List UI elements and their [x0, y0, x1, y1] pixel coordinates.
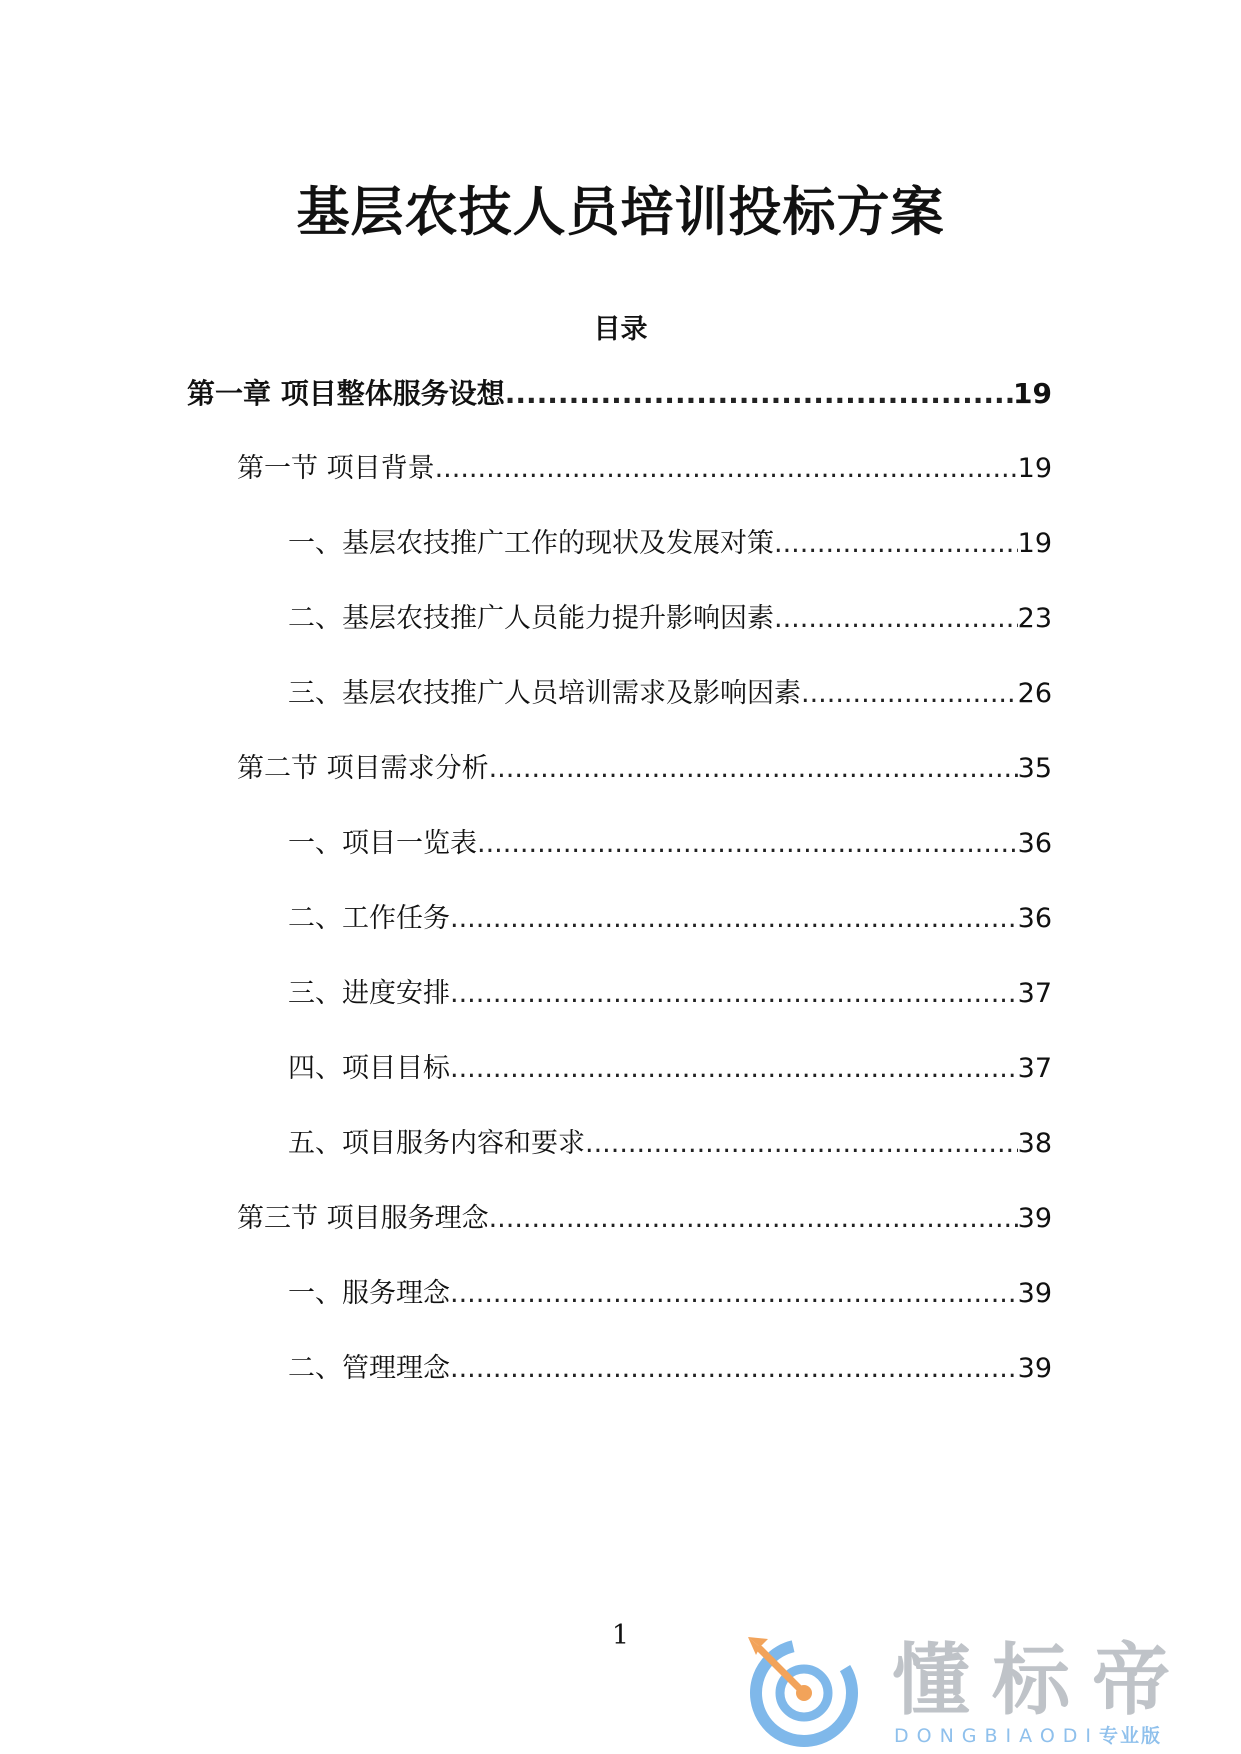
toc-entry-page: 19: [1017, 528, 1052, 559]
brand-pinyin: DONGBIAODI: [894, 1725, 1100, 1747]
toc-entry-page: 19: [1013, 377, 1052, 410]
toc-dot-leader: [450, 1276, 1018, 1312]
toc-entry[interactable]: [187, 372, 1052, 412]
toc-entry-text: 二、基层农技推广人员能力提升影响因素: [288, 603, 774, 634]
toc-entry-text: 第一节 项目背景: [237, 453, 435, 484]
target-dart-icon: [742, 1625, 872, 1750]
toc-entry-page: 38: [1017, 1128, 1052, 1159]
toc-entry-page: 39: [1017, 1353, 1052, 1384]
toc-dot-leader: [774, 526, 1018, 562]
toc-entry[interactable]: [237, 447, 1052, 487]
toc-entry-text: 三、进度安排: [288, 978, 450, 1009]
toc-dot-leader: [505, 376, 1013, 412]
document-title: 基层农技人员培训投标方案: [296, 182, 945, 243]
toc-entry-page: 37: [1017, 978, 1052, 1009]
toc-entry-text: 五、项目服务内容和要求: [288, 1128, 585, 1159]
toc-entry-text: 四、项目目标: [288, 1053, 450, 1084]
toc-entry-page: 39: [1017, 1278, 1052, 1309]
toc-entry-text: 第一章 项目整体服务设想: [187, 377, 505, 410]
brand-edition: 专业版: [1099, 1725, 1163, 1747]
toc-entry-text: 一、服务理念: [288, 1278, 450, 1309]
toc-entry[interactable]: [288, 597, 1052, 637]
toc-entry-text: 三、基层农技推广人员培训需求及影响因素: [288, 678, 801, 709]
toc-dot-leader: [489, 751, 1018, 787]
toc-entry[interactable]: [288, 1047, 1052, 1087]
toc-entry-text: 二、工作任务: [288, 903, 450, 934]
toc-dot-leader: [450, 1351, 1018, 1387]
toc-dot-leader: [585, 1126, 1018, 1162]
toc-entry-text: 一、项目一览表: [288, 828, 477, 859]
toc-dot-leader: [489, 1201, 1018, 1237]
toc-entry[interactable]: [288, 972, 1052, 1012]
toc-entry[interactable]: [237, 747, 1052, 787]
toc-entry-page: 37: [1017, 1053, 1052, 1084]
toc-dot-leader: [450, 1051, 1018, 1087]
toc-entry[interactable]: [288, 1347, 1052, 1387]
toc-dot-leader: [450, 901, 1018, 937]
toc-entry-page: 19: [1017, 453, 1052, 484]
toc-entry[interactable]: [288, 897, 1052, 937]
toc-entry[interactable]: [288, 1122, 1052, 1162]
toc-entry-page: 36: [1017, 828, 1052, 859]
toc-entry-page: 23: [1017, 603, 1052, 634]
toc-dot-leader: [774, 601, 1018, 637]
brand-watermark: [742, 1625, 1232, 1750]
toc-entry-page: 35: [1017, 753, 1052, 784]
brand-tagline: [894, 1725, 1162, 1747]
toc-dot-leader: [435, 451, 1018, 487]
toc-dot-leader: [477, 826, 1018, 862]
toc-entry[interactable]: [237, 1197, 1052, 1237]
toc-dot-leader: [801, 676, 1018, 712]
toc-heading: 目录: [593, 314, 648, 345]
toc-entry-page: 36: [1017, 903, 1052, 934]
toc-entry-text: 一、基层农技推广工作的现状及发展对策: [288, 528, 774, 559]
toc-entry-page: 26: [1017, 678, 1052, 709]
toc-entry-text: 第二节 项目需求分析: [237, 753, 489, 784]
toc-dot-leader: [450, 976, 1018, 1012]
brand-name: 懂标帝: [892, 1636, 1193, 1726]
toc-entry[interactable]: [288, 822, 1052, 862]
toc-entry[interactable]: [288, 1272, 1052, 1312]
toc-entry-text: 第三节 项目服务理念: [237, 1203, 489, 1234]
toc-entry[interactable]: [288, 522, 1052, 562]
page-number: 1: [611, 1620, 630, 1651]
toc-entry-text: 二、管理理念: [288, 1353, 450, 1384]
toc-entry-page: 39: [1017, 1203, 1052, 1234]
toc-entry[interactable]: [288, 672, 1052, 712]
